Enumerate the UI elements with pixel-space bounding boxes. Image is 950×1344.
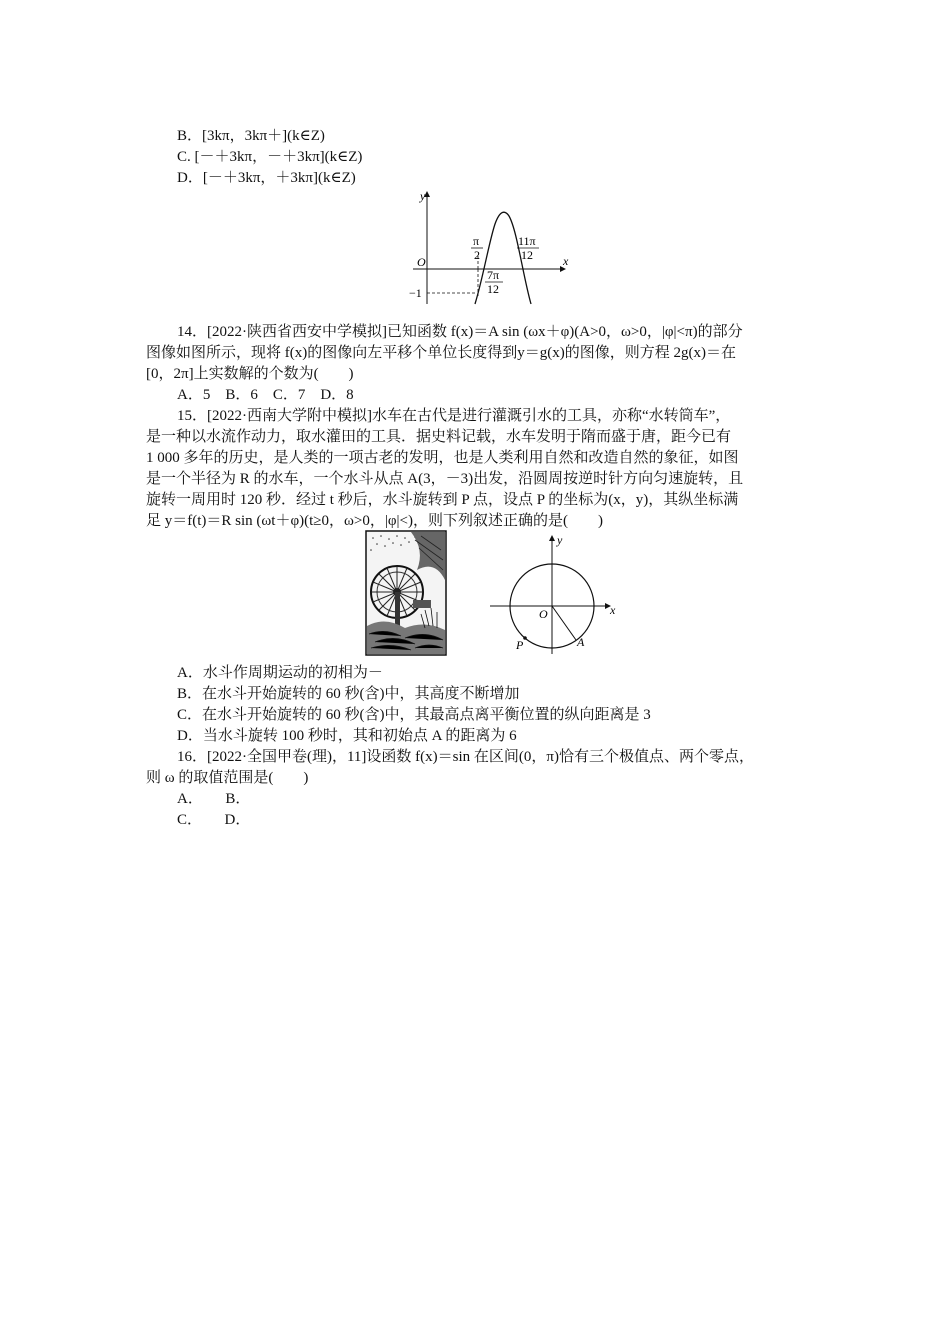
q13-option-d: D．[－＋3kπ，＋3kπ](k∈Z) [177, 170, 356, 186]
q13-option-c: C. [－＋3kπ，－＋3kπ](k∈Z) [177, 149, 363, 165]
q15-line-3: 1 000 多年的历史，是人类的一项古老的发明，也是人类利用自然和改造自然的象征，如图 [146, 450, 739, 466]
q15-option-d: D．当水斗旋转 100 秒时，其和初始点 A 的距离为 6 [177, 728, 517, 744]
q14-11pi12-numerator: 11π [518, 234, 536, 248]
q15-line-4: 是一个半径为 R 的水车，一个水斗从点 A(3，－3)出发，沿圆周按逆时针方向匀速旋转，且 [146, 471, 744, 487]
q16-options-ab: A． B． [177, 791, 251, 807]
q14-line-2: 图像如图所示，现将 f(x)的图像向左平移个单位长度得到y＝g(x)的图像，则方程 2g(x)＝在 [146, 345, 736, 361]
q15-x-label: x [610, 603, 616, 617]
q15-line-1: 15．[2022·西南大学附中模拟]水车在古代是进行灌溉引水的工具，亦称“水转筒车”， [177, 408, 731, 424]
q16-options-cd: C． D． [177, 812, 251, 828]
q14-sine-graph [405, 186, 580, 308]
q15-radius-oa [552, 606, 576, 640]
q14-11pi12-denominator: 12 [521, 248, 533, 262]
q14-line-1: 14．[2022·陕西省西安中学模拟]已知函数 f(x)＝A sin (ωx＋φ)(A>0，ω>0，|φ|<π)的部分 [177, 324, 743, 340]
q15-a-label: A [577, 635, 585, 649]
q14-7pi12-numerator: 7π [487, 268, 500, 282]
q14-pi2-numerator: π [473, 234, 480, 248]
q15-circle-diagram [486, 532, 626, 656]
q14-options: A．5 B．6 C．7 D．8 [177, 387, 354, 403]
q15-option-b: B．在水斗开始旋转的 60 秒(含)中，其高度不断增加 [177, 686, 520, 702]
q14-origin-label: O [417, 255, 426, 269]
water-wheel-illustration [365, 530, 447, 656]
q15-p-label: P [516, 638, 524, 652]
q14-7pi12-denominator: 12 [487, 282, 499, 296]
q15-option-c: C．在水斗开始旋转的 60 秒(含)中，其最高点离平衡位置的纵向距离是 3 [177, 707, 651, 723]
q14-pi2-denominator: 2 [474, 248, 480, 262]
q16-line-2: 则 ω 的取值范围是( ) [146, 770, 309, 786]
q15-y-label: y [557, 533, 563, 547]
q15-line-5: 旋转一周用时 120 秒．经过 t 秒后，水斗旋转到 P 点，设点 P 的坐标为(x，y)，其纵坐标满 [146, 492, 739, 508]
q14-line-3: [0，2π]上实数解的个数为( ) [146, 366, 354, 382]
q15-line-2: 是一种以水流作动力，取水灌田的工具．据史料记载，水车发明于隋而盛于唐，距今已有 [146, 429, 732, 445]
q15-option-a: A．水斗作周期运动的初相为－ [177, 665, 383, 681]
q14-x-label: x [563, 254, 569, 268]
q15-line-6: 足 y＝f(t)＝R sin (ωt＋φ)(t≥0，ω>0，|φ|<)，则下列叙述正确的是( ) [146, 513, 603, 529]
q15-origin-label: O [539, 607, 548, 621]
q14-neg-one-label: −1 [409, 286, 422, 300]
q16-line-1: 16．[2022·全国甲卷(理)，11]设函数 f(x)＝sin 在区间(0，π)恰有三个极值点、两个零点， [177, 749, 754, 765]
q15-point-p [523, 636, 527, 640]
q14-y-label: y [420, 189, 426, 203]
q13-option-b: B．[3kπ，3kπ＋](k∈Z) [177, 128, 325, 144]
